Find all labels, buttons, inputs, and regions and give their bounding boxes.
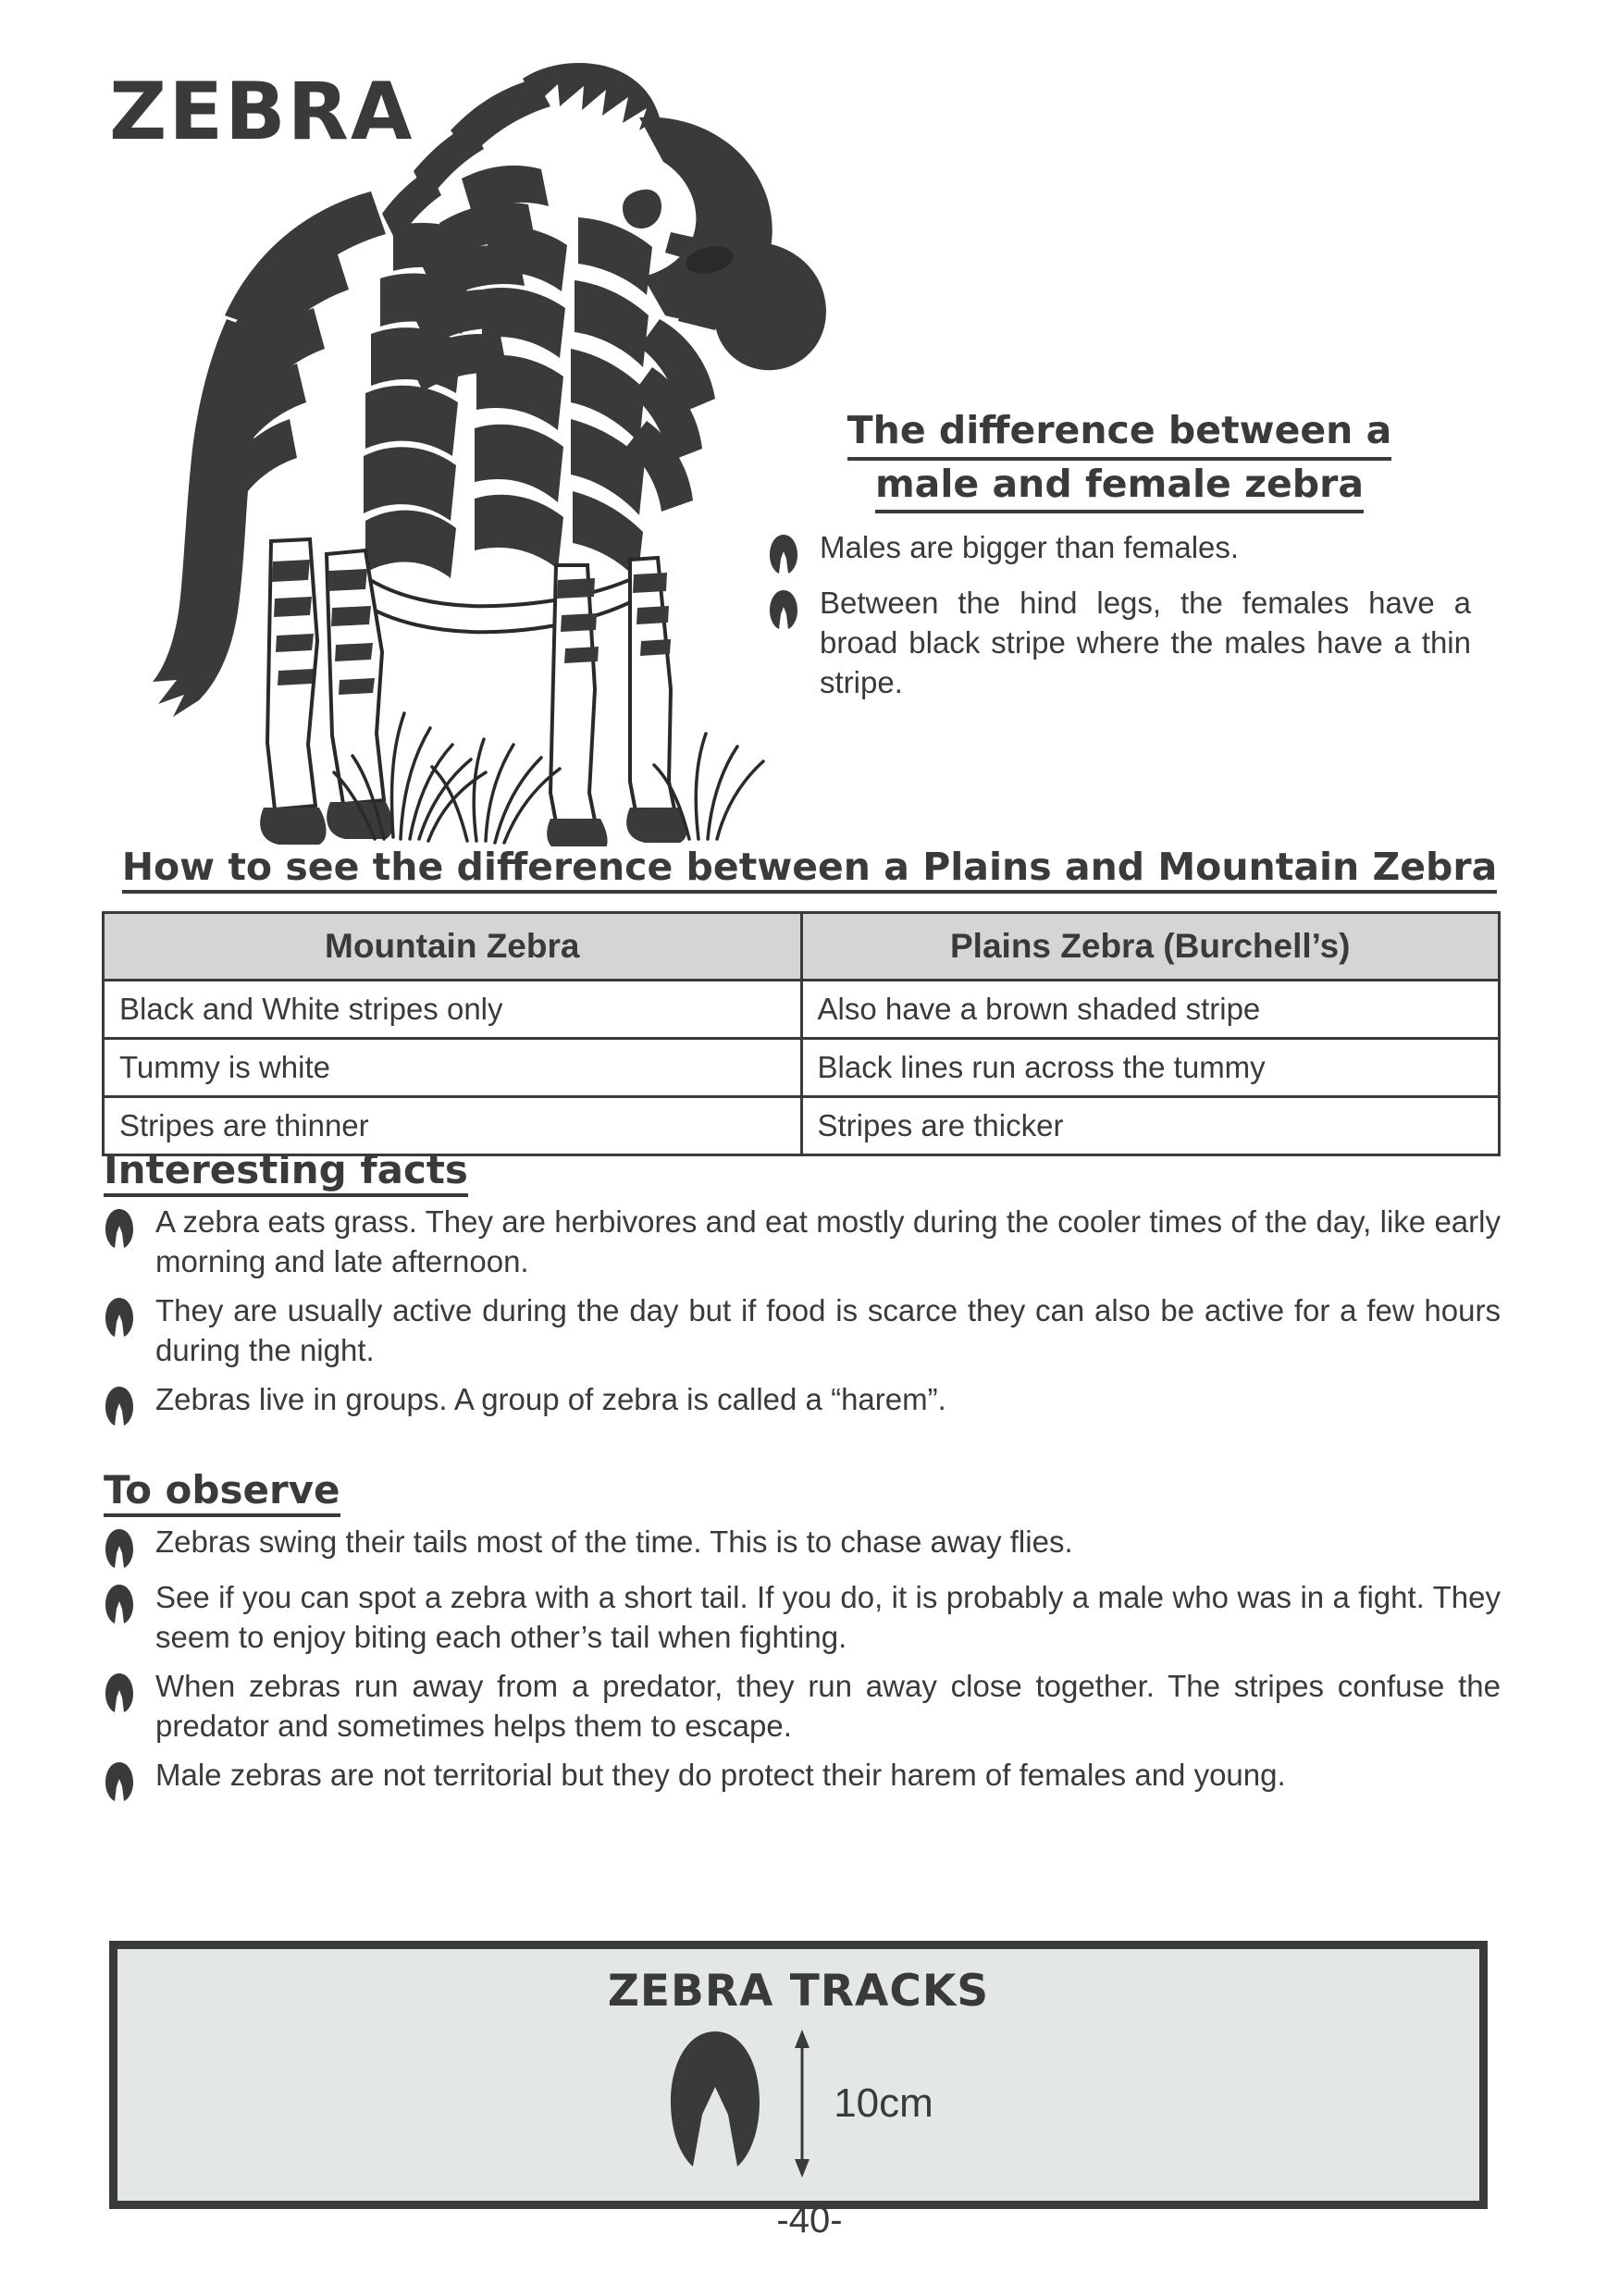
hoof-print-icon bbox=[104, 1297, 135, 1338]
interesting-facts-list bbox=[104, 1203, 1501, 1436]
list-item-text: They are usually active during the day but if food is scarce they can also be active for a few hours during the night. bbox=[155, 1292, 1501, 1367]
table-cell: Stripes are thicker bbox=[801, 1097, 1500, 1155]
comparison-table bbox=[102, 911, 1501, 1156]
hoof-print-icon bbox=[104, 1673, 135, 1713]
male-female-section bbox=[768, 407, 1471, 712]
list-item bbox=[104, 1291, 1501, 1371]
list-item bbox=[104, 1523, 1501, 1569]
interesting-facts-heading bbox=[104, 1149, 468, 1197]
table-row bbox=[104, 1039, 1500, 1097]
table-cell: Black lines run across the tummy bbox=[801, 1039, 1500, 1097]
scale-label: 10cm bbox=[834, 2080, 933, 2126]
zebra-tracks-figure bbox=[117, 2030, 1479, 2178]
zebra-tracks-title: ZEBRA TRACKS bbox=[607, 1966, 990, 2017]
list-item bbox=[104, 1578, 1501, 1658]
table-cell: Also have a brown shaded stripe bbox=[801, 981, 1500, 1039]
hoof-print-icon bbox=[104, 1528, 135, 1569]
comparison-heading bbox=[102, 846, 1517, 894]
table-column-header-mountain: Mountain Zebra bbox=[104, 913, 802, 981]
hoof-print-icon bbox=[768, 534, 799, 574]
list-item-text: Males are bigger than females. bbox=[820, 530, 1240, 565]
list-item bbox=[104, 1203, 1501, 1282]
table-cell: Stripes are thinner bbox=[104, 1097, 802, 1155]
list-item bbox=[104, 1667, 1501, 1747]
comparison-heading-text: How to see the difference between a Plains and Mountain Zebra bbox=[122, 846, 1498, 894]
list-item-text: Male zebras are not territorial but they do protect their harem of females and young. bbox=[155, 1757, 1286, 1792]
list-item bbox=[104, 1756, 1501, 1802]
table-cell: Black and White stripes only bbox=[104, 981, 802, 1039]
scale-arrow-icon bbox=[784, 2030, 821, 2178]
list-item-text: Zebras swing their tails most of the time. This is to chase away flies. bbox=[155, 1524, 1073, 1559]
hoof-print-icon bbox=[104, 1386, 135, 1426]
male-female-bullet-list bbox=[768, 528, 1471, 703]
hoof-print-large-icon bbox=[663, 2030, 767, 2178]
hoof-print-icon bbox=[104, 1761, 135, 1802]
table-column-header-plains: Plains Zebra (Burchell’s) bbox=[801, 913, 1500, 981]
male-female-heading bbox=[768, 407, 1471, 513]
interesting-facts-heading-text: Interesting facts bbox=[104, 1149, 468, 1197]
to-observe-list bbox=[104, 1523, 1501, 1811]
zebra-illustration bbox=[88, 42, 884, 846]
zebra-tracks-box bbox=[109, 1941, 1488, 2209]
list-item-text: When zebras run away from a predator, they run away close together. The stripes confuse the predator and sometimes helps them to escape. bbox=[155, 1668, 1501, 1743]
hoof-print-icon bbox=[768, 589, 799, 630]
table-cell: Tummy is white bbox=[104, 1039, 802, 1097]
list-item bbox=[768, 584, 1471, 703]
table-header-row bbox=[104, 913, 1500, 981]
table-row bbox=[104, 981, 1500, 1039]
male-female-heading-line2: male and female zebra bbox=[875, 461, 1364, 514]
list-item-text: Between the hind legs, the females have a broad black stripe where the males have a thin stripe. bbox=[820, 586, 1471, 700]
to-observe-heading-text: To observe bbox=[104, 1469, 340, 1517]
list-item bbox=[768, 528, 1471, 574]
to-observe-heading bbox=[104, 1469, 340, 1517]
list-item-text: Zebras live in groups. A group of zebra is called a “harem”. bbox=[155, 1381, 946, 1416]
page-number: -40- bbox=[776, 2200, 843, 2240]
page-title: ZEBRA bbox=[109, 66, 414, 158]
list-item-text: See if you can spot a zebra with a short tail. If you do, it is probably a male who was in a fight. They seem to enjoy biting each other’s tail when fighting. bbox=[155, 1580, 1501, 1654]
hoof-print-icon bbox=[104, 1208, 135, 1249]
hoof-print-icon bbox=[104, 1584, 135, 1624]
male-female-heading-line1: The difference between a bbox=[847, 407, 1392, 461]
list-item bbox=[104, 1380, 1501, 1426]
list-item-text: A zebra eats grass. They are herbivores and eat mostly during the cooler times of the day, like early morning and late afternoon. bbox=[155, 1204, 1501, 1278]
